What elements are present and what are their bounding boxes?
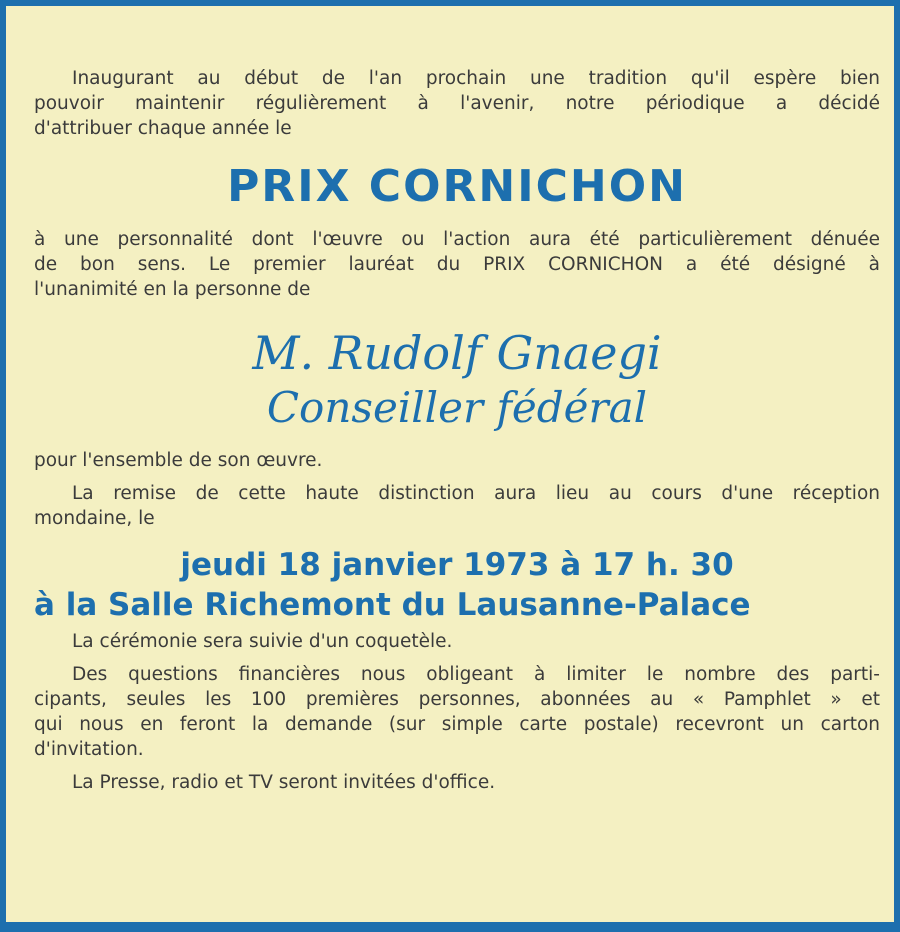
event-place: à la Salle Richemont du Lausanne-Palace bbox=[34, 587, 751, 623]
invitation-line-4: d'invitation. bbox=[34, 739, 144, 760]
intro-line-1: Inaugurant au début de l'an prochain une tradition qu'il espère bien bbox=[72, 68, 880, 89]
ceremony-intro-line-2: mondaine, le bbox=[34, 508, 155, 529]
press-line: La Presse, radio et TV seront invitées d'office. bbox=[72, 772, 496, 793]
award-reason-line-3: l'unanimité en la personne de bbox=[34, 279, 311, 300]
intro-line-3: d'attribuer chaque année le bbox=[34, 118, 292, 139]
cocktail-paragraph bbox=[34, 629, 880, 654]
ceremony-intro-line-1: La remise de cette haute distinction aura lieu au cours d'une réception bbox=[72, 483, 880, 504]
announcement-content bbox=[34, 66, 880, 795]
award-reason-paragraph bbox=[34, 227, 880, 302]
invitation-line-1: Des questions financières nous obligeant à limiter le nombre des parti- bbox=[72, 664, 880, 685]
prize-title: PRIX CORNICHON bbox=[227, 161, 687, 212]
for-work-line: pour l'ensemble de son œuvre. bbox=[34, 450, 323, 471]
invitation-paragraph bbox=[34, 662, 880, 762]
event-date: jeudi 18 janvier 1973 à 17 h. 30 bbox=[180, 547, 734, 583]
press-paragraph bbox=[34, 770, 880, 795]
award-reason-line-1: à une personnalité dont l'œuvre ou l'action aura été particulièrement dénuée bbox=[34, 229, 880, 250]
invitation-line-2: cipants, seules les 100 premières personnes, abonnées au « Pamphlet » et bbox=[34, 689, 880, 710]
cocktail-line: La cérémonie sera suivie d'un coquetèle. bbox=[72, 631, 453, 652]
intro-paragraph bbox=[34, 66, 880, 141]
award-reason-line-2: de bon sens. Le premier lauréat du PRIX CORNICHON a été désigné à bbox=[34, 254, 880, 275]
intro-line-2: pouvoir maintenir régulièrement à l'avenir, notre périodique a décidé bbox=[34, 93, 880, 114]
invitation-line-3: qui nous en feront la demande (sur simple carte postale) recevront un carton bbox=[34, 714, 880, 735]
for-work-text bbox=[34, 448, 880, 473]
ceremony-intro-paragraph bbox=[34, 481, 880, 531]
laureate-name: M. Rudolf Gnaegi bbox=[252, 326, 662, 380]
laureate-title: Conseiller fédéral bbox=[266, 383, 648, 432]
